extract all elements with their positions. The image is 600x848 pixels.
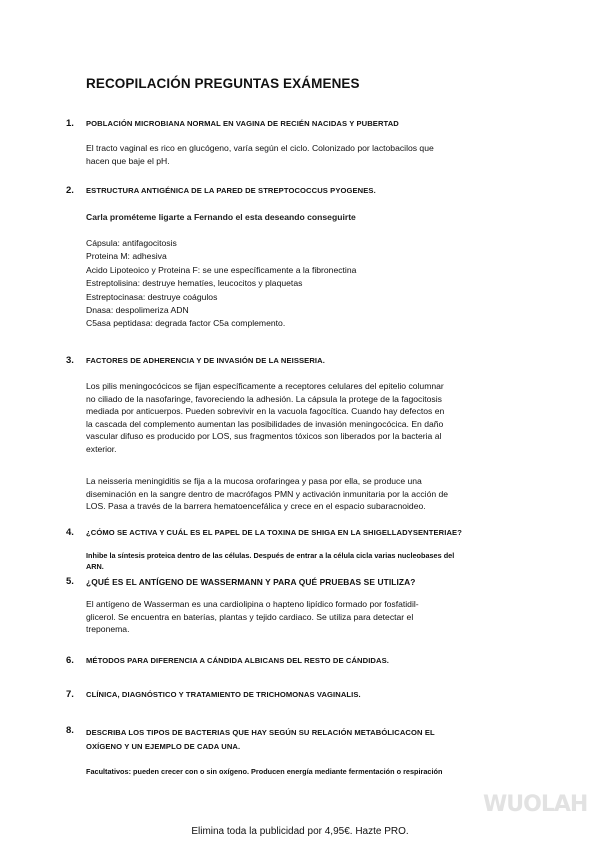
question-title-line: DESCRIBA LOS TIPOS DE BACTERIAS QUE HAY SEGÚN SU RELACIÓN METABÓLICACON EL — [86, 728, 435, 737]
answer-line: El antígeno de Wasserman es una cardiolipina o hapteno lipídico formado por fosfatidil- — [86, 599, 419, 609]
question-title: FACTORES DE ADHERENCIA Y DE INVASIÓN DE LA NEISSERIA. — [86, 356, 325, 365]
answer-paragraph — [86, 142, 514, 167]
footer-ad-text[interactable]: Elimina toda la publicidad por 4,95€. Hazte PRO. — [191, 826, 409, 837]
question-title: POBLACIÓN MICROBIANA NORMAL EN VAGINA DE RECIÉN NACIDAS Y PUBERTAD — [86, 119, 399, 128]
list-item: Dnasa: despolimeriza ADN — [86, 305, 189, 316]
list-item: Acido Lipoteoico y Proteina F: se une específicamente a la fibronectina — [86, 264, 357, 275]
answer-line: diseminación en la sangre dentro de macrófagos PMN y activación inmunitaria por la acción de — [86, 488, 449, 499]
question-title: ¿CÓMO SE ACTIVA Y CUÁL ES EL PAPEL DE LA TOXINA DE SHIGA EN LA SHIGELLADYSENTERIAE? — [86, 528, 462, 537]
answer-line: ARN. — [86, 562, 104, 571]
question-number: 2. — [66, 185, 74, 196]
answer-line: treponema. — [86, 624, 130, 635]
list-item: Estreptolisina: destruye hematíes, leucocitos y plaquetas — [86, 278, 303, 289]
answer-line: exterior. — [86, 443, 117, 454]
question-number: 5. — [66, 576, 74, 587]
document-title: RECOPILACIÓN PREGUNTAS EXÁMENES — [86, 76, 360, 91]
answer-line: vascular difuso es producido por LOS, sus fragmentos tóxicos son liberados por la bacteria al — [86, 431, 442, 442]
question-title: MÉTODOS PARA DIFERENCIA A CÁNDIDA ALBICANS DEL RESTO DE CÁNDIDAS. — [86, 656, 389, 665]
answer-paragraph — [86, 598, 514, 636]
answer-line: Facultativos: pueden crecer con o sin oxígeno. Producen energía mediante fermentación o respiración — [86, 767, 443, 776]
question-number: 4. — [66, 527, 74, 538]
answer-line: Los pilis meningocócicos se fijan específicamente a receptores celulares del epitelio columnar — [86, 381, 444, 391]
question-number: 3. — [66, 355, 74, 366]
answer-paragraph — [86, 550, 514, 572]
promo-text: Carla prométeme ligarte a Fernando el esta deseando conseguirte — [86, 212, 356, 222]
question-title: CLÍNICA, DIAGNÓSTICO Y TRATAMIENTO DE TRICHOMONAS VAGINALIS. — [86, 690, 361, 699]
list-item: Proteina M: adhesiva — [86, 251, 167, 262]
list-item: C5asa peptidasa: degrada factor C5a complemento. — [86, 318, 286, 329]
question-title-line: OXÍGENO Y UN EJEMPLO DE CADA UNA. — [86, 742, 241, 751]
question-number: 8. — [66, 725, 74, 736]
answer-line: mediada por anticuerpos. Pueden sobrevivir en la vacuola fagocítica. Cuando hay defectos en — [86, 406, 445, 417]
answer-line: no ciliado de la nasofaringe, favoreciendo la adhesión. La cápsula la protege de la fagocitosis — [86, 393, 442, 404]
wuolah-watermark-logo: WUOLAH — [483, 792, 588, 817]
list-item: Estreptocinasa: destruye coágulos — [86, 291, 218, 302]
list-item: Cápsula: antifagocitosis — [86, 238, 177, 248]
answer-line: la cascada del complemento aumentan las posibilidades de invasión meningocócica. En daño — [86, 418, 444, 429]
question-title: ESTRUCTURA ANTIGÉNICA DE LA PARED DE STREPTOCOCCUS PYOGENES. — [86, 186, 376, 195]
answer-line: glicerol. Se encuentra en baterías, plantas y tejido cardiaco. Se utiliza para detectar el — [86, 611, 414, 622]
question-title — [86, 726, 435, 754]
answer-line: hacen que baje el pH. — [86, 155, 170, 166]
question-title: ¿QUÉ ES EL ANTÍGENO DE WASSERMANN Y PARA QUÉ PRUEBAS SE UTILIZA? — [86, 577, 416, 587]
answer-line: La neisseria meningiditis se fija a la mucosa orofaringea y pasa por ella, se produce una — [86, 476, 422, 486]
answer-line: El tracto vaginal es rico en glucógeno, varía según el ciclo. Colonizado por lactobacilos que — [86, 143, 434, 153]
question-number: 1. — [66, 118, 74, 129]
answer-paragraph — [86, 766, 514, 777]
question-number: 7. — [66, 689, 74, 700]
answer-paragraph — [86, 380, 514, 456]
answer-line: LOS. Pasa a través de la barrera hematoencefálica y crece en el espacio subaracnoideo. — [86, 501, 426, 512]
question-number: 6. — [66, 655, 74, 666]
answer-line: Inhibe la síntesis proteica dentro de las células. Después de entrar a la célula cicla varias nucleobases del — [86, 551, 455, 560]
answer-list — [86, 237, 356, 331]
answer-paragraph — [86, 475, 514, 513]
